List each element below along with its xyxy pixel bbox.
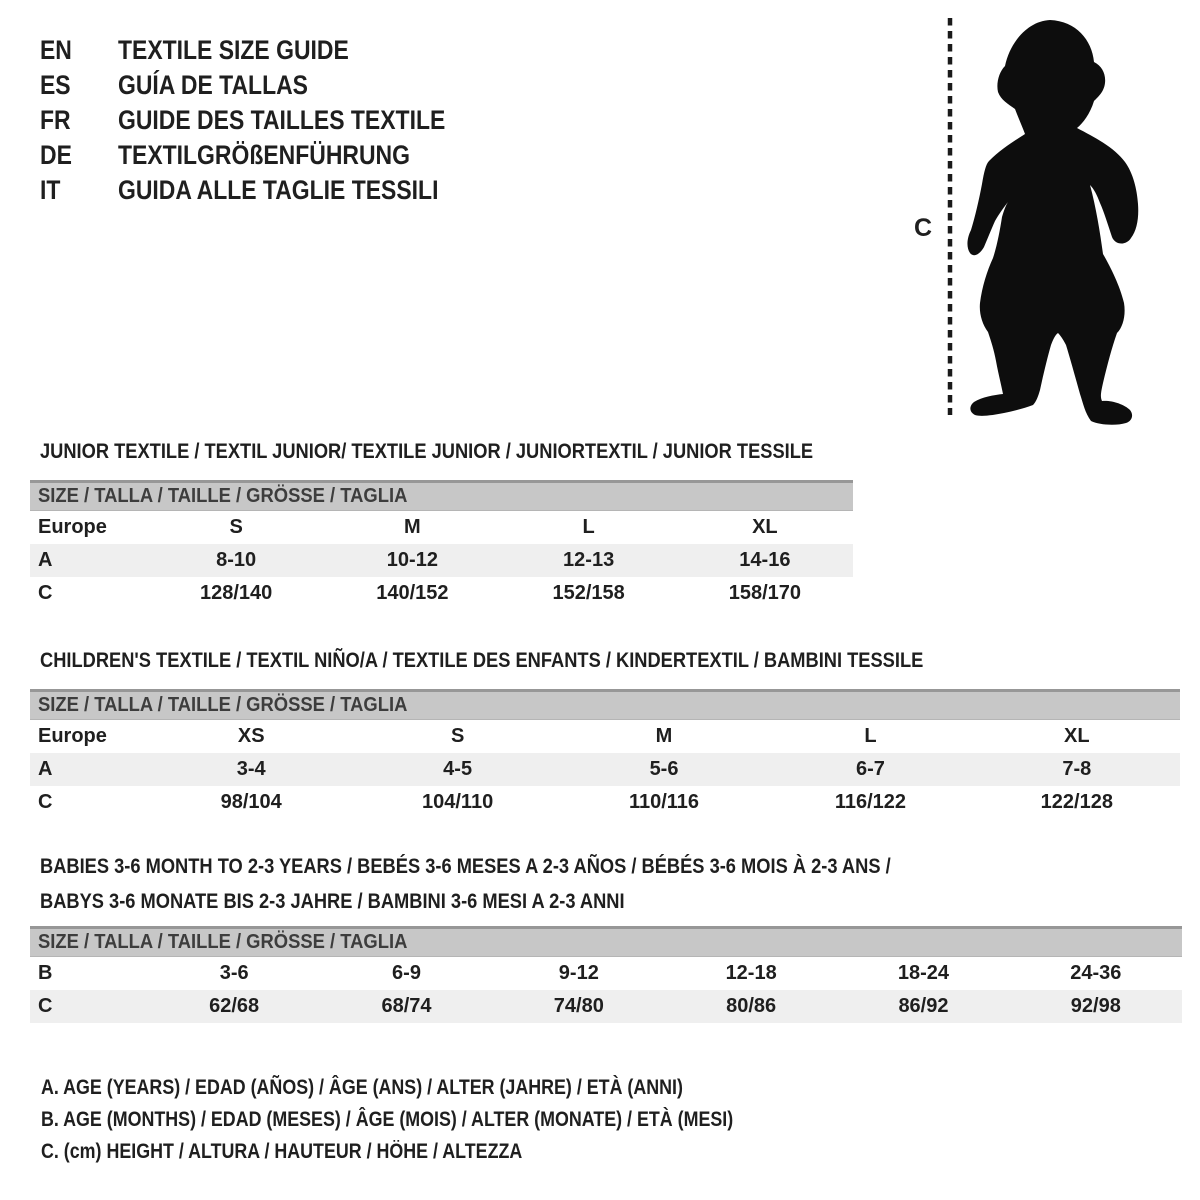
footnotes — [41, 1072, 855, 1168]
children-col-s: S — [450, 725, 465, 747]
babies-size-table — [30, 926, 1182, 1023]
toddler-figure — [898, 10, 1150, 425]
lang-title-de: TEXTILGRÖßENFÜHRUNG — [118, 140, 410, 170]
junior-header-row — [30, 511, 853, 544]
lang-title-en: TEXTILE SIZE GUIDE — [118, 35, 349, 65]
children-col-l: L — [864, 725, 877, 747]
toddler-silhouette — [967, 20, 1138, 425]
babies-size-bar: SIZE / TALLA / TAILLE / GRÖSSE / TAGLIA — [30, 926, 1182, 957]
lang-title-it: GUIDA ALLE TAGLIE TESSILI — [118, 175, 439, 205]
junior-row-a: A 8-10 10-12 12-13 14-16 — [30, 544, 853, 577]
children-header-row — [30, 720, 1180, 753]
footnote-c: C. (cm) HEIGHT / ALTURA / HAUTEUR / HÖHE / ALTEZZA — [41, 1140, 523, 1163]
junior-col-europe: Europe — [38, 516, 107, 538]
children-size-bar: SIZE / TALLA / TAILLE / GRÖSSE / TAGLIA — [30, 689, 1180, 720]
figure-height-label: C — [914, 214, 933, 242]
footnote-a: A. AGE (YEARS) / EDAD (AÑOS) / ÂGE (ANS) / ALTER (JAHRE) / ETÀ (ANNI) — [41, 1076, 683, 1099]
junior-col-m: M — [404, 516, 421, 538]
lang-code-en: EN — [40, 35, 72, 65]
children-size-table — [30, 689, 1180, 819]
lang-code-de: DE — [40, 140, 72, 170]
babies-row-c: C 62/68 68/74 74/80 80/86 86/92 92/98 — [30, 990, 1182, 1023]
junior-col-l: L — [582, 516, 595, 538]
lang-title-es: GUÍA DE TALLAS — [118, 70, 308, 100]
babies-section-title: BABIES 3-6 MONTH TO 2-3 YEARS / BEBÉS 3-6 MESES A 2-3 AÑOS / BÉBÉS 3-6 MOIS À 2-3 ANS / BABYS 3-6 MONATE BIS 2-3 JAHRE / BAMBINI 3-6 MESI A 2-3 ANNI — [40, 854, 891, 913]
children-row-c: C 98/104 104/110 110/116 116/122 122/128 — [38, 791, 1113, 813]
lang-title-fr: GUIDE DES TAILLES TEXTILE — [118, 105, 446, 135]
babies-row-b: B 3-6 6-9 9-12 12-18 18-24 24-36 — [38, 962, 1122, 984]
junior-row-c: C 128/140 140/152 152/158 158/170 — [38, 582, 802, 604]
children-col-xs: XS — [237, 725, 265, 747]
children-col-europe: Europe — [38, 725, 107, 747]
lang-code-it: IT — [40, 175, 61, 205]
lang-code-es: ES — [40, 70, 71, 100]
junior-col-xl: XL — [752, 516, 778, 538]
children-row-a: A 3-4 4-5 5-6 6-7 7-8 — [30, 753, 1180, 786]
lang-code-fr: FR — [40, 105, 71, 135]
children-col-xl: XL — [1064, 725, 1090, 747]
junior-size-bar: SIZE / TALLA / TAILLE / GRÖSSE / TAGLIA — [30, 480, 853, 511]
children-section-title: CHILDREN'S TEXTILE / TEXTIL NIÑO/A / TEXTILE DES ENFANTS / KINDERTEXTIL / BAMBINI TESSILE — [40, 648, 924, 672]
junior-size-table — [30, 480, 853, 610]
junior-col-s: S — [229, 516, 243, 538]
children-col-m: M — [655, 725, 673, 747]
junior-section-title: JUNIOR TEXTILE / TEXTIL JUNIOR/ TEXTILE JUNIOR / JUNIORTEXTIL / JUNIOR TESSILE — [40, 439, 814, 463]
footnote-b: B. AGE (MONTHS) / EDAD (MESES) / ÂGE (MOIS) / ALTER (MONATE) / ETÀ (MESI) — [41, 1108, 734, 1131]
